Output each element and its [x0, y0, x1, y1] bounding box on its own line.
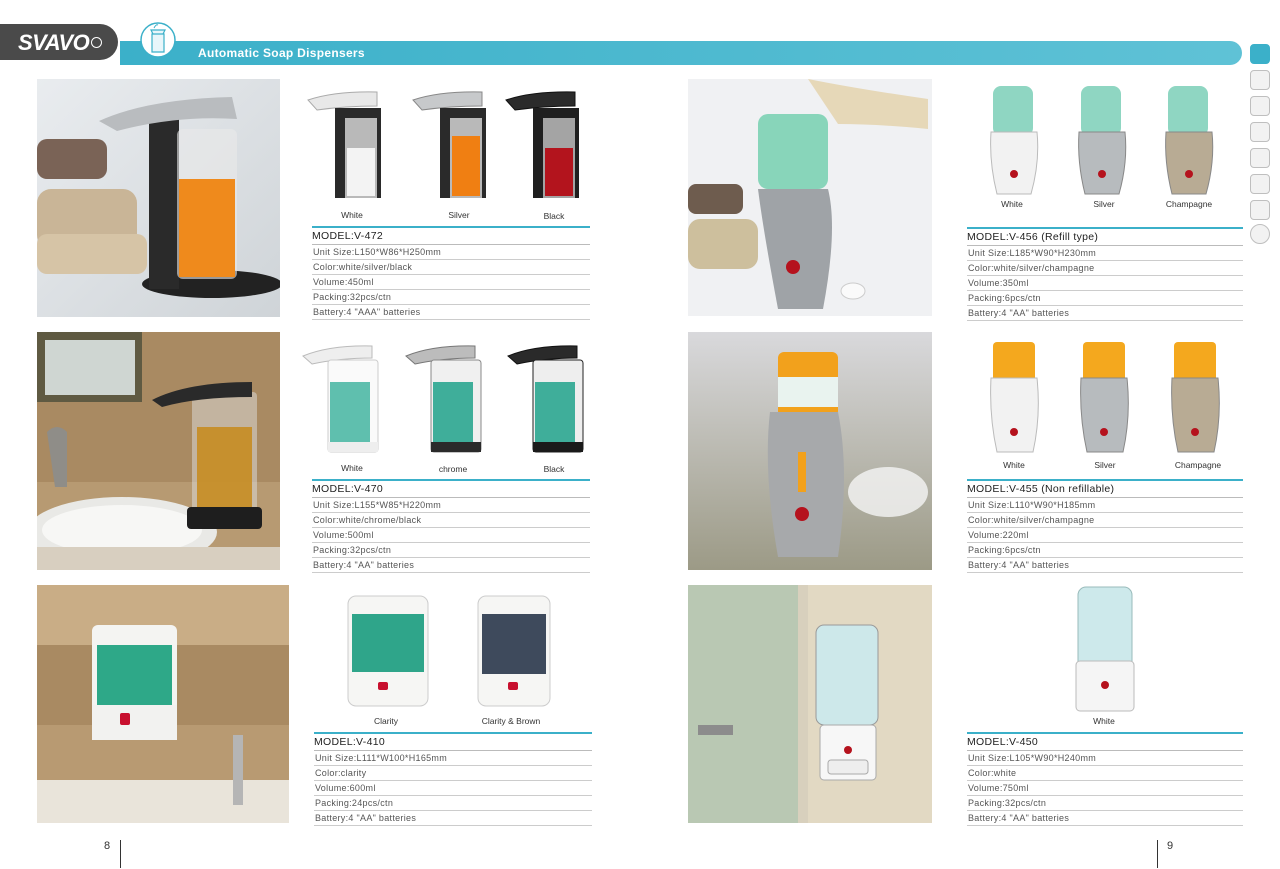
spec-row: Color:clarity [314, 766, 592, 781]
variant-label: Silver [1094, 460, 1116, 470]
variant-label: Black [543, 464, 565, 474]
model-name: MODEL:V-472 [312, 226, 590, 245]
variant-label: Champagne [1165, 199, 1213, 209]
spec-row: Volume:350ml [967, 276, 1243, 291]
side-nav-box-icon[interactable] [1250, 174, 1270, 194]
variant-label: Silver [1093, 199, 1115, 209]
page-divider-right [1157, 840, 1158, 868]
spec-row: Battery:4 "AA" batteries [967, 306, 1243, 321]
side-nav-device-icon[interactable] [1250, 200, 1270, 220]
variant-label: Clarity [373, 716, 399, 726]
variant-label: White [1093, 716, 1115, 726]
variant-images-v456 [985, 82, 1220, 198]
product-photo-v456 [688, 79, 932, 316]
model-name: MODEL:V-410 [314, 732, 592, 751]
variant-label: White [341, 463, 363, 473]
variant-label: Silver [448, 210, 470, 220]
spec-row: Color:white/silver/champagne [967, 261, 1243, 276]
variant-images-v455 [985, 338, 1225, 456]
product-photo-v470 [37, 332, 280, 570]
spec-row: Volume:220ml [967, 528, 1243, 543]
page-number-right: 9 [1167, 840, 1174, 852]
spec-row: Unit Size:L111*W100*H165mm [314, 751, 592, 766]
page-divider-left [120, 840, 121, 868]
dispenser-icon [140, 18, 176, 62]
spec-row: Unit Size:L105*W90*H240mm [967, 751, 1243, 766]
brand-logo-mark [91, 37, 102, 48]
spec-row: Battery:4 "AAA" batteries [312, 305, 590, 320]
spec-row: Battery:4 "AA" batteries [967, 558, 1243, 573]
spec-row: Color:white [967, 766, 1243, 781]
side-nav-faucet-icon[interactable] [1250, 148, 1270, 168]
brand-logo: SVAVO [18, 30, 90, 55]
variant-label: White [341, 210, 363, 220]
spec-row: Color:white/silver/black [312, 260, 590, 275]
spec-row: Battery:4 "AA" batteries [314, 811, 592, 826]
spec-row: Battery:4 "AA" batteries [312, 558, 590, 573]
variant-label: Clarity & Brown [481, 716, 541, 726]
spec-row: Color:white/chrome/black [312, 513, 590, 528]
spec-row: Packing:32pcs/ctn [312, 543, 590, 558]
model-name: MODEL:V-456 (Refill type) [967, 227, 1243, 246]
variant-label: Black [543, 211, 565, 221]
spec-table-v450 [967, 732, 1243, 826]
spec-row: Packing:6pcs/ctn [967, 543, 1243, 558]
spec-row: Battery:4 "AA" batteries [967, 811, 1243, 826]
variant-label: chrome [438, 464, 468, 474]
spec-row: Unit Size:L155*W85*H220mm [312, 498, 590, 513]
product-photo-v455 [688, 332, 932, 570]
spec-table-v455 [967, 479, 1243, 573]
model-name: MODEL:V-455 (Non refillable) [967, 479, 1243, 498]
product-photo-v410 [37, 585, 289, 823]
side-nav-dispenser-icon[interactable] [1250, 44, 1270, 64]
variant-images-v470 [300, 342, 590, 462]
spec-row: Volume:600ml [314, 781, 592, 796]
spec-row: Volume:750ml [967, 781, 1243, 796]
spec-table-v410 [314, 732, 592, 826]
spec-row: Volume:500ml [312, 528, 590, 543]
spec-row: Packing:24pcs/ctn [314, 796, 592, 811]
spec-row: Color:white/silver/champagne [967, 513, 1243, 528]
spec-row: Packing:32pcs/ctn [312, 290, 590, 305]
spec-row: Unit Size:L185*W90*H230mm [967, 246, 1243, 261]
variant-images-v472 [305, 88, 590, 210]
model-name: MODEL:V-450 [967, 732, 1243, 751]
spec-table-v470 [312, 479, 590, 573]
side-nav-dryer-icon[interactable] [1250, 96, 1270, 116]
side-nav-bowl-icon[interactable] [1250, 122, 1270, 142]
side-nav-cup-icon[interactable] [1250, 70, 1270, 90]
product-photo-v472 [37, 79, 280, 317]
variant-images-v450 [1070, 585, 1140, 715]
product-photo-v450 [688, 585, 932, 823]
variant-label: White [1003, 460, 1025, 470]
model-name: MODEL:V-470 [312, 479, 590, 498]
side-nav-circle-icon[interactable] [1250, 224, 1270, 244]
spec-row: Unit Size:L150*W86*H250mm [312, 245, 590, 260]
spec-row: Packing:32pcs/ctn [967, 796, 1243, 811]
variant-label: Champagne [1174, 460, 1222, 470]
spec-row: Volume:450ml [312, 275, 590, 290]
spec-table-v456 [967, 227, 1243, 321]
variant-label: White [1001, 199, 1023, 209]
spec-table-v472 [312, 226, 590, 320]
section-title: Automatic Soap Dispensers [198, 46, 365, 60]
page-number-left: 8 [104, 840, 111, 852]
spec-row: Unit Size:L110*W90*H185mm [967, 498, 1243, 513]
variant-images-v410 [340, 592, 560, 710]
spec-row: Packing:6pcs/ctn [967, 291, 1243, 306]
